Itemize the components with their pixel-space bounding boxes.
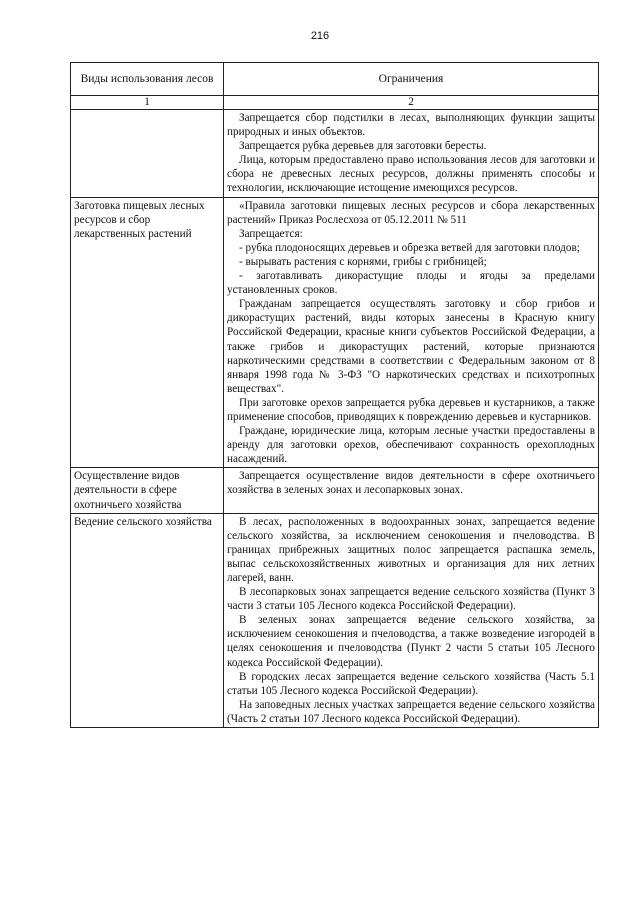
restriction-paragraph: При заготовке орехов запрещается рубка деревьев и кустарников, а также применение способов, приводящих к повреждению деревьев и кустарников.	[227, 396, 595, 423]
restriction-paragraph: Запрещается рубка деревьев для заготовки бересты.	[239, 140, 487, 153]
column-number-1: 1	[71, 96, 224, 110]
table-row	[71, 197, 599, 468]
restriction-paragraph: - вырывать растения с корнями, грибы с грибницей;	[239, 255, 487, 268]
table-row	[71, 513, 599, 727]
column-number-row	[71, 96, 599, 110]
usage-type-cell	[71, 110, 224, 198]
restriction-paragraph: В лесах, расположенных в водоохранных зонах, запрещается ведение сельского хозяйства, за исключением сенокошения и пчеловодства. В границах прибрежных защитных полос запрещается распашка земель, выпас сельскохозяйственных животных и организация для них летних лагерей, ванн.	[227, 515, 595, 584]
restrictions-cell	[224, 513, 599, 727]
usage-type-cell: Ведение сельского хозяйства	[71, 513, 224, 727]
restriction-paragraph: Запрещается:	[239, 227, 303, 240]
restriction-paragraph: В городских лесах запрещается ведение сельского хозяйства (Часть 5.1 статьи 105 Лесного кодекса Российской Федерации).	[227, 670, 595, 697]
table-row	[71, 468, 599, 513]
restriction-paragraph: Граждане, юридические лица, которым лесные участки предоставлены в аренду для заготовки орехов, обеспечивают сохранность орехоплодных насаждений.	[227, 425, 595, 466]
restriction-paragraph: На заповедных лесных участках запрещается ведение сельского хозяйства (Часть 2 статьи 107 Лесного кодекса Российской Федерации).	[227, 698, 595, 725]
usage-type-cell: Осуществление видов деятельности в сфере охотничьего хозяйства	[71, 468, 224, 513]
header-col-usage-types: Виды использования лесов	[71, 63, 224, 96]
restriction-paragraph: В лесопарковых зонах запрещается ведение сельского хозяйства (Пункт 3 части 3 статьи 105 Лесного кодекса Российской Федерации).	[227, 586, 595, 613]
restriction-paragraph: - рубка плодоносящих деревьев и обрезка ветвей для заготовки плодов;	[239, 241, 580, 254]
table-row	[71, 110, 599, 198]
restriction-paragraph: В зеленых зонах запрещается ведение сельского хозяйства, за исключением сенокошения и пчеловодства, а также возведение изгородей в целях сенокошения и пчеловодства (Пункт 2 части 5 статьи 105 Лесного кодекса Российской Федерации).	[227, 614, 595, 669]
restrictions-cell	[224, 110, 599, 198]
restriction-paragraph: «Правила заготовки пищевых лесных ресурсов и сбора лекарственных растений» Приказ Рослесхоза от 05.12.2011 № 511	[227, 199, 595, 226]
restriction-paragraph: Лица, которым предоставлено право использования лесов для заготовки и сбора не древесных лесных ресурсов, должны применять способы и технологии, исключающие истощение имеющихся ресурсов.	[227, 154, 595, 195]
column-number-2: 2	[224, 96, 599, 110]
restrictions-cell	[224, 468, 599, 513]
usage-type-cell: Заготовка пищевых лесных ресурсов и сбор лекарственных растений	[71, 197, 224, 468]
restriction-paragraph: Запрещается осуществление видов деятельности в сфере охотничьего хозяйства в зеленых зонах и лесопарковых зонах.	[227, 470, 595, 497]
restriction-paragraph: - заготавливать дикорастущие плоды и ягоды за пределами установленных сроков.	[227, 270, 595, 297]
restriction-paragraph: Запрещается сбор подстилки в лесах, выполняющих функции защиты природных и иных объектов.	[227, 112, 595, 139]
header-col-restrictions: Ограничения	[224, 63, 599, 96]
restriction-paragraph: Гражданам запрещается осуществлять заготовку и сбор грибов и дикорастущих растений, виды которых занесены в Красную книгу Российской Федерации, красные книги субъектов Российской Федерации, а также грибов и дикорастущих растений, которые признаются наркотическими средствами в соответствии с Федеральным законом от 8 января 1998 года № 3-ФЗ "О наркотических средствах и психотропных веществах".	[227, 298, 595, 395]
table-header-row	[71, 63, 599, 96]
restrictions-cell	[224, 197, 599, 468]
restrictions-table	[70, 62, 599, 728]
page-number: 216	[310, 30, 330, 42]
